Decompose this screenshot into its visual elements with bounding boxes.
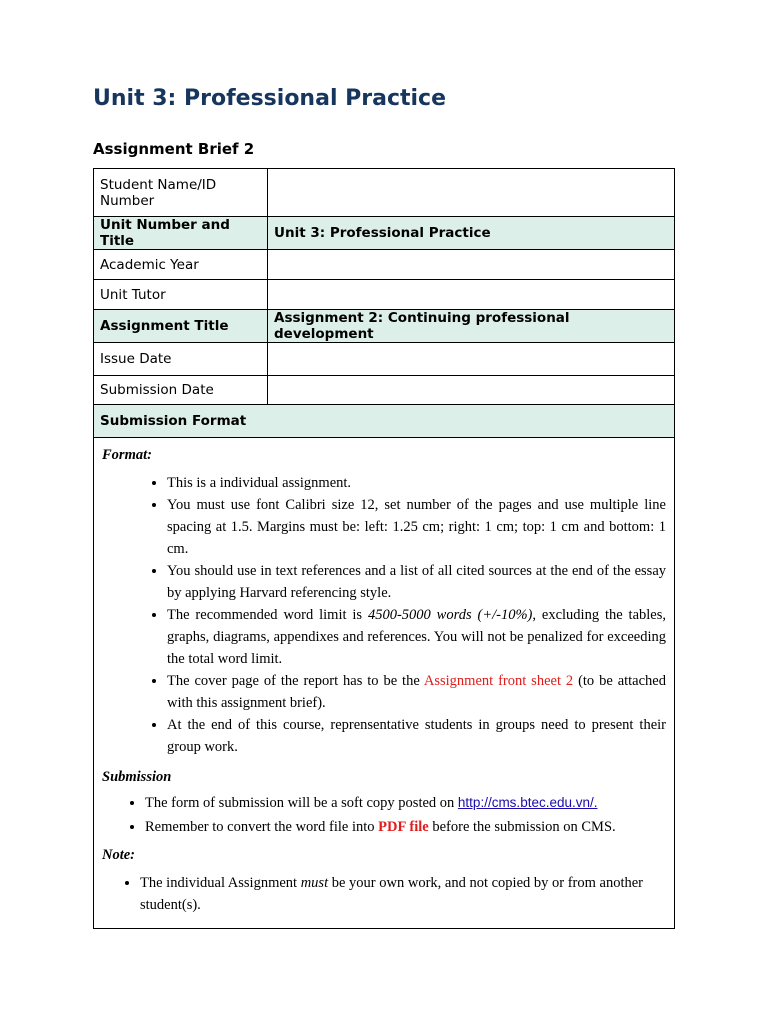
must-emphasis: must — [300, 875, 329, 891]
submission-heading: Submission — [102, 769, 172, 785]
list-item — [167, 670, 666, 714]
list-item — [167, 714, 666, 758]
row-value — [268, 343, 675, 376]
row-value — [268, 376, 675, 405]
list-item-text: The individual Assignment — [140, 875, 301, 891]
pdf-file-highlight: PDF file — [378, 819, 429, 835]
page-title: Unit 3: Professional Practice — [93, 86, 447, 111]
list-item-text: You must use font Calibri size 12, set number of the pages and use multiple line spacing at 1.5. Margins must be: left: 1.25 cm; right: 1 cm; top: 1 cm and bottom: 1 cm. — [167, 497, 666, 557]
list-item-text: be your own work, and not copied by or from another student(s). — [140, 875, 644, 913]
list-item — [140, 872, 666, 916]
assignment-brief-table — [93, 168, 675, 929]
format-list — [102, 472, 666, 758]
list-item — [145, 792, 666, 814]
list-item-text: You should use in text references and a list of all cited sources at the end of the essay by applying Harvard referencing style. — [167, 563, 666, 601]
list-item — [167, 604, 666, 670]
cms-link[interactable]: http://cms.btec.edu.vn/. — [457, 795, 598, 810]
row-label: Assignment Title — [94, 310, 268, 343]
word-limit-emphasis: 4500-5000 words (+/-10%) — [367, 607, 533, 623]
row-value — [268, 280, 675, 310]
list-item — [145, 816, 666, 838]
list-item-text: (to be attached with this assignment brief). — [167, 673, 666, 711]
row-value — [268, 250, 675, 280]
list-item-text: Remember to convert the word file into — [145, 819, 379, 835]
list-item — [167, 472, 666, 494]
submission-format-content — [94, 438, 675, 929]
list-item-text: At the end of this course, reprensentative students in groups need to present their group work. — [167, 717, 666, 755]
content-row — [94, 438, 675, 929]
note-heading: Note: — [102, 847, 136, 863]
row-label: Submission Date — [94, 376, 268, 405]
list-item-text: , excluding the tables, graphs, diagrams, appendixes and references. You will not be penalized for exceeding the total word limit. — [167, 607, 666, 667]
row-label: Student Name/ID Number — [94, 169, 268, 217]
submission-format-header: Submission Format — [94, 405, 675, 438]
list-item — [167, 560, 666, 604]
list-item-text: The form of submission will be a soft copy posted on — [145, 795, 458, 811]
row-value: Assignment 2: Continuing professional development — [268, 310, 675, 343]
row-label: Unit Tutor — [94, 280, 268, 310]
front-sheet-highlight: Assignment front sheet 2 — [423, 673, 574, 689]
list-item-text: before the submission on CMS. — [428, 819, 616, 835]
list-item-text: The cover page of the report has to be the — [167, 673, 424, 689]
list-item-text: This is a individual assignment. — [167, 475, 352, 491]
list-item — [167, 494, 666, 560]
table-row — [94, 310, 675, 343]
table-row — [94, 217, 675, 250]
row-value — [268, 169, 675, 217]
note-list — [102, 872, 666, 916]
submission-list — [102, 792, 666, 838]
row-label: Unit Number and Title — [94, 217, 268, 250]
table-row — [94, 343, 675, 376]
table-row — [94, 169, 675, 217]
section-header-row — [94, 405, 675, 438]
table-row — [94, 376, 675, 405]
table-row — [94, 250, 675, 280]
format-heading: Format: — [102, 447, 152, 463]
row-label: Academic Year — [94, 250, 268, 280]
list-item-text: The recommended word limit is — [167, 607, 368, 623]
assignment-brief-subtitle: Assignment Brief 2 — [93, 140, 255, 158]
row-value: Unit 3: Professional Practice — [268, 217, 675, 250]
table-row — [94, 280, 675, 310]
row-label: Issue Date — [94, 343, 268, 376]
